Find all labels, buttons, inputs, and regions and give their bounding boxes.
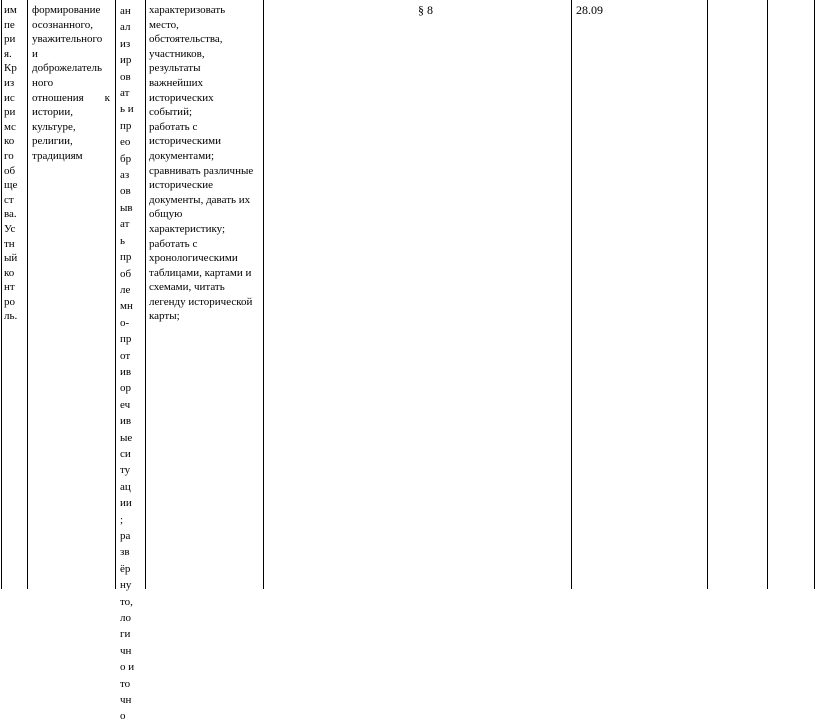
subject-line: таблицами, картами и (149, 266, 252, 279)
meta-line: бр (120, 152, 132, 165)
topic-line: ко (4, 135, 15, 148)
meta-line: ло (120, 612, 131, 625)
meta-line: ии (120, 497, 132, 510)
meta-line: то, (120, 595, 133, 608)
personal-line: формирование (32, 4, 101, 16)
subject-line: важнейших (149, 76, 204, 89)
meta-line: ир (120, 54, 132, 67)
paragraph-reference: § 8 (418, 3, 433, 17)
meta-line: си (120, 447, 131, 460)
meta-line: из (120, 37, 131, 50)
meta-line: о (120, 710, 126, 723)
meta-line: ив (120, 415, 132, 428)
subject-line: карты; (149, 310, 180, 323)
topic-cell (4, 3, 24, 324)
meta-line: ; (120, 513, 124, 526)
meta-line: мн (120, 300, 133, 313)
subject-line: работать с (149, 120, 198, 133)
table-border (814, 0, 815, 589)
topic-line: я. (4, 47, 12, 60)
meta-results-cell (120, 3, 142, 725)
table-border (115, 0, 116, 589)
personal-line: и (32, 47, 38, 60)
subject-line: работать с (149, 237, 198, 250)
meta-line: ыв (120, 201, 133, 214)
personal-line: уважительного (32, 33, 103, 46)
topic-line: ри (4, 106, 16, 119)
subject-line: характеризовать (149, 4, 226, 16)
meta-line: ор (120, 382, 131, 395)
personal-results-cell (32, 3, 110, 164)
meta-line: ац (120, 480, 131, 493)
meta-line: ив (120, 365, 132, 378)
meta-line: об (120, 267, 132, 280)
subject-line: событий; (149, 106, 193, 119)
meta-line: чн (120, 694, 132, 707)
personal-word: отношения (32, 91, 84, 104)
topic-line: ва. (4, 208, 17, 221)
topic-line: ри (4, 33, 16, 46)
topic-line: мс (4, 120, 16, 133)
meta-line: еч (120, 398, 131, 411)
meta-line: о- (120, 316, 130, 329)
subject-line: хронологическими (149, 252, 238, 265)
subject-line: общую (149, 208, 183, 221)
personal-line: религии, (32, 135, 73, 148)
topic-line: ко (4, 266, 15, 279)
meta-line: пр (120, 333, 132, 346)
meta-line: ан (120, 5, 131, 17)
topic-line: ис (4, 91, 15, 104)
subject-line: историческими (149, 135, 221, 148)
meta-line: ал (120, 21, 131, 34)
meta-line: ёр (120, 562, 131, 575)
subject-line: исторические (149, 179, 214, 192)
subject-line: документами; (149, 149, 215, 162)
topic-line: Кр (4, 62, 17, 75)
meta-line: чн (120, 644, 132, 657)
topic-line: им (4, 4, 17, 16)
meta-line: пр (120, 251, 132, 264)
table-border (571, 0, 572, 589)
table-border (707, 0, 708, 589)
personal-line: культуре, (32, 120, 76, 133)
meta-line: ь и (120, 103, 134, 116)
subject-line: схемами, читать (149, 281, 225, 294)
personal-line: доброжелатель (32, 62, 103, 75)
meta-line: о и (120, 661, 135, 674)
personal-line: ного (32, 76, 54, 89)
topic-line: ще (4, 179, 18, 192)
topic-line: Ус (4, 222, 16, 235)
subject-line: место, (149, 18, 179, 31)
meta-line: ат (120, 218, 130, 231)
table-border (27, 0, 28, 589)
meta-line: ра (120, 530, 131, 542)
topic-line: из (4, 76, 15, 89)
topic-line: ль. (4, 310, 18, 323)
meta-line: ну (120, 579, 132, 592)
topic-line: пе (4, 18, 15, 31)
personal-word: к (104, 91, 110, 104)
topic-line: об (4, 164, 16, 177)
meta-line: ту (120, 464, 131, 477)
meta-line: аз (120, 169, 130, 182)
topic-line: ро (4, 295, 15, 308)
table-border (1, 0, 2, 589)
meta-line: от (120, 349, 131, 362)
personal-line: осознанного, (32, 18, 94, 31)
topic-line: го (4, 149, 14, 162)
meta-line: ги (120, 628, 131, 641)
table-border (145, 0, 146, 589)
meta-line: ле (120, 283, 131, 296)
subject-line: сравнивать различные (149, 164, 254, 177)
subject-results-cell (149, 3, 267, 324)
meta-line: ат (120, 87, 130, 100)
topic-line: ый (4, 252, 18, 265)
personal-line: традициям (32, 149, 83, 162)
lesson-date: 28.09 (576, 3, 603, 17)
meta-line: ь (120, 234, 126, 247)
meta-line: ов (120, 185, 131, 198)
topic-line: ст (4, 193, 14, 206)
subject-line: исторических (149, 91, 214, 104)
table-border (767, 0, 768, 589)
topic-line: нт (4, 281, 15, 294)
subject-line: характеристику; (149, 222, 226, 235)
meta-line: ео (120, 136, 131, 149)
subject-line: документы, давать их (149, 193, 251, 206)
meta-line: пр (120, 119, 132, 132)
subject-line: обстоятельства, (149, 33, 223, 46)
meta-line: то (120, 677, 131, 690)
topic-line: тн (4, 237, 15, 250)
personal-line: истории, (32, 106, 73, 119)
subject-line: результаты (149, 62, 201, 75)
subject-line: легенду исторической (149, 295, 253, 308)
meta-line: зв (120, 546, 130, 559)
meta-line: ов (120, 70, 131, 83)
meta-line: ые (120, 431, 133, 444)
personal-line (32, 91, 110, 106)
subject-line: участников, (149, 47, 205, 60)
